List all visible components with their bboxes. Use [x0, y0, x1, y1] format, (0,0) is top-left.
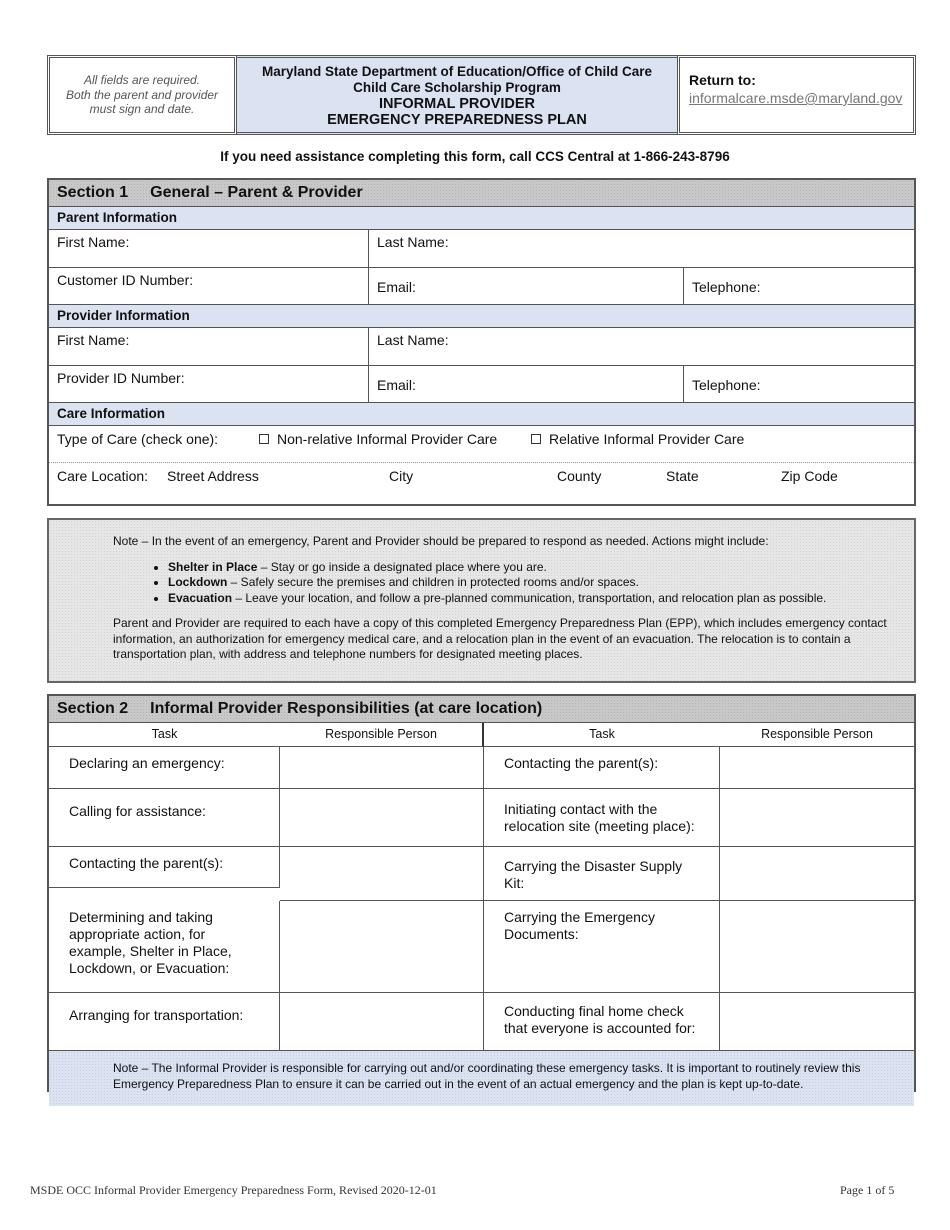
- field-label: Last Name:: [377, 332, 449, 348]
- field-label: Provider ID Number:: [57, 370, 185, 386]
- section-1-title: [49, 180, 914, 207]
- column-header-task: Task: [49, 723, 280, 747]
- county-label: County: [557, 468, 602, 484]
- parent-info-heading: Parent Information: [49, 207, 914, 230]
- provider-last-name-field[interactable]: [369, 328, 914, 365]
- task-cell: Arranging for transportation:: [49, 993, 280, 1051]
- non-relative-option[interactable]: [259, 431, 531, 457]
- provider-name-row: [49, 328, 914, 366]
- responsible-person-input[interactable]: [280, 847, 484, 901]
- checkbox-icon[interactable]: [531, 434, 541, 444]
- option-label: Relative Informal Provider Care: [549, 431, 745, 447]
- actions-list: [113, 560, 894, 607]
- street-address-label: Street Address: [167, 468, 259, 484]
- field-label: Telephone:: [692, 377, 761, 393]
- emergency-actions-note: [47, 518, 916, 683]
- column-header-responsible: Responsible Person: [280, 723, 484, 747]
- form-title-line2: EMERGENCY PREPAREDNESS PLAN: [327, 112, 587, 128]
- return-email-link[interactable]: informalcare.msde@maryland.gov: [689, 90, 903, 106]
- note-intro: Note – In the event of an emergency, Parent and Provider should be prepared to respond as needed. Actions might include:: [113, 534, 769, 548]
- action-item: [168, 560, 894, 576]
- note-line: All fields are required.: [83, 73, 201, 88]
- task-cell: Conducting final home check that everyone is accounted for:: [484, 993, 720, 1051]
- column-header-responsible: Responsible Person: [720, 723, 914, 747]
- section-title-text: Informal Provider Responsibilities (at care location): [150, 700, 543, 717]
- checkbox-icon[interactable]: [259, 434, 269, 444]
- responsible-person-input[interactable]: [720, 747, 914, 789]
- action-term: Shelter in Place: [168, 559, 258, 574]
- section-1: [47, 178, 916, 506]
- form-header: [47, 55, 916, 135]
- note-line: Both the parent and provider: [65, 87, 219, 102]
- task-cell: Initiating contact with the relocation site (meeting place):: [484, 789, 720, 847]
- assistance-text: If you need assistance completing this form, call CCS Central at 1-866-243-8796: [220, 149, 730, 164]
- customer-id-field[interactable]: [49, 268, 369, 304]
- action-item: [168, 575, 894, 591]
- section-2: [47, 694, 916, 1092]
- action-term: Lockdown: [168, 575, 228, 589]
- task-cell: Carrying the Disaster Supply Kit:: [484, 847, 720, 901]
- required-fields-note: [47, 55, 237, 135]
- responsibilities-table: [49, 723, 914, 1051]
- field-label: Telephone:: [692, 279, 761, 295]
- provider-id-field[interactable]: [49, 366, 369, 402]
- form-title-block: [237, 55, 677, 135]
- action-term: Evacuation: [168, 590, 233, 605]
- provider-telephone-field[interactable]: [684, 366, 914, 402]
- care-type-row: [49, 426, 914, 463]
- page-number: Page 1 of 5: [840, 1183, 895, 1197]
- provider-contact-row: [49, 366, 914, 403]
- parent-contact-row: [49, 268, 914, 305]
- option-label: Non-relative Informal Provider Care: [277, 431, 498, 447]
- task-cell: Determining and taking appropriate action, for example, Shelter in Place, Lockdown, or Evacuation:: [49, 901, 280, 993]
- responsible-person-input[interactable]: [720, 847, 914, 901]
- provider-info-heading: Provider Information: [49, 305, 914, 328]
- task-cell: Declaring an emergency:: [49, 747, 280, 789]
- footer-form-id: MSDE OCC Informal Provider Emergency Preparedness Form, Revised 2020-12-01: [30, 1183, 437, 1197]
- agency-name: Maryland State Department of Education/Office of Child Care: [261, 64, 653, 79]
- action-item: [168, 591, 894, 607]
- return-label: Return to:: [689, 72, 756, 88]
- parent-email-field[interactable]: [369, 268, 684, 304]
- section-number: Section 2: [57, 700, 129, 717]
- field-label: Last Name:: [377, 234, 449, 250]
- responsible-person-input[interactable]: [280, 901, 484, 993]
- section-number: Section 1: [57, 184, 129, 201]
- responsible-person-input[interactable]: [720, 789, 914, 847]
- form-title-line1: INFORMAL PROVIDER: [378, 96, 536, 112]
- care-type-label: Type of Care (check one):: [57, 431, 219, 447]
- field-label: Email:: [377, 377, 416, 393]
- city-label: City: [389, 468, 414, 484]
- care-info-heading: Care Information: [49, 403, 914, 426]
- relative-option[interactable]: [531, 431, 744, 457]
- return-to-block: [677, 55, 916, 135]
- state-label: State: [666, 468, 699, 484]
- field-label: First Name:: [57, 332, 130, 348]
- responsible-person-input[interactable]: [720, 993, 914, 1051]
- parent-telephone-field[interactable]: [684, 268, 914, 304]
- zip-code-label: Zip Code: [781, 468, 838, 484]
- responsible-person-input[interactable]: [720, 901, 914, 993]
- action-text: – Safely secure the premises and children in protected rooms and/or spaces.: [227, 575, 639, 589]
- column-header-task: Task: [484, 723, 720, 747]
- provider-first-name-field[interactable]: [49, 328, 369, 365]
- action-text: – Leave your location, and follow a pre-planned communication, transportation, and relocation plan as possible.: [232, 590, 827, 605]
- field-label: Customer ID Number:: [57, 272, 194, 288]
- note-line: must sign and date.: [89, 102, 195, 117]
- section-2-title: [49, 696, 914, 723]
- care-location-row[interactable]: [49, 463, 914, 503]
- provider-email-field[interactable]: [369, 366, 684, 402]
- field-label: First Name:: [57, 234, 130, 250]
- parent-first-name-field[interactable]: [49, 230, 369, 267]
- program-name: Child Care Scholarship Program: [353, 80, 561, 95]
- responsible-person-input[interactable]: [280, 747, 484, 789]
- field-label: Email:: [377, 279, 416, 295]
- provider-responsibility-note: Note – The Informal Provider is responsible for carrying out and/or coordinating these emergency tasks. It is important to routinely review this Emergency Preparedness Plan to ensure it can be carried out in the event of an actual emergency and the plan is kept up-to-date.: [49, 1051, 914, 1106]
- task-cell: Carrying the Emergency Documents:: [484, 901, 720, 993]
- parent-name-row: [49, 230, 914, 268]
- responsible-person-input[interactable]: [280, 789, 484, 847]
- action-text: – Stay or go inside a designated place where you are.: [257, 559, 547, 574]
- task-cell: Contacting the parent(s):: [484, 747, 720, 789]
- epp-paragraph: Parent and Provider are required to each have a copy of this completed Emergency Preparedness Plan (EPP), which includes emergency contact information, an authorization for emergency medical care, and a relocation plan in the event of an evacuation. The relocation is to contain a transportation plan, with address and telephone numbers for designated meeting places.: [113, 616, 887, 661]
- care-location-label: Care Location:: [57, 468, 149, 484]
- responsible-person-input[interactable]: [280, 993, 484, 1051]
- task-cell: Contacting the parent(s):: [49, 847, 280, 888]
- parent-last-name-field[interactable]: [369, 230, 914, 267]
- task-cell: Calling for assistance:: [49, 789, 280, 847]
- section-title-text: General – Parent & Provider: [150, 184, 363, 201]
